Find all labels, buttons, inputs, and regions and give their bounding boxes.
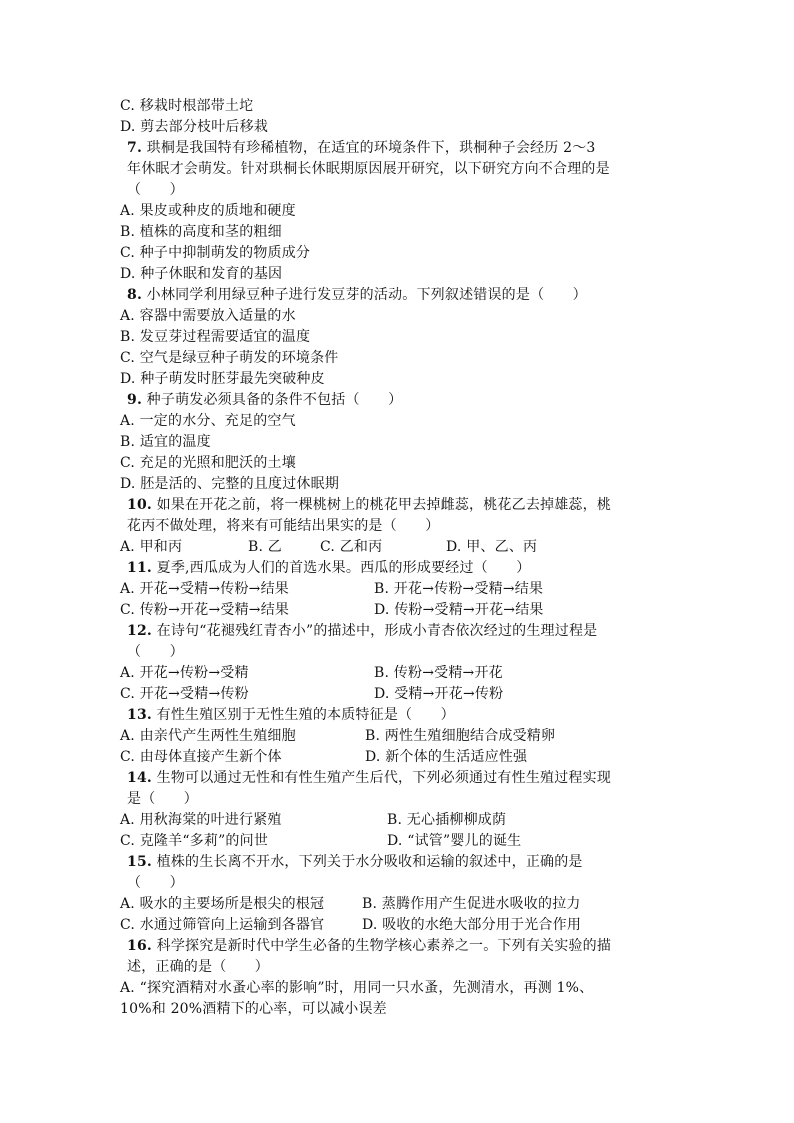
- q12-option-d: D. 受精→开花→传粉: [374, 686, 504, 702]
- q11-option-c: C. 传粉→开花→受精→结果: [120, 602, 290, 618]
- question-8: [127, 285, 687, 305]
- q10-option-b: B. 乙: [248, 539, 282, 555]
- q16-option-a: A. “探究酒精对水蚤心率的影响”时，用同一只水蚤，先测清水，再测 1%、: [120, 980, 594, 996]
- question-16-cont: 述，正确的是（ ）: [127, 959, 269, 975]
- q14-option-d: D. “试管”婴儿的诞生: [387, 833, 522, 849]
- answer-blank: （ ）: [127, 644, 184, 660]
- q12-options-row1: [120, 663, 680, 683]
- q12-option-b: B. 传粉→受精→开花: [374, 665, 503, 681]
- q11-options-row1: [120, 579, 680, 599]
- question-16: [127, 936, 687, 956]
- q7-option-c: C. 种子中抑制萌发的物质成分: [120, 245, 311, 261]
- q13-option-a: A. 由亲代产生两性生殖细胞: [120, 728, 296, 744]
- q11-option-a: A. 开花→受精→传粉→结果: [120, 581, 290, 597]
- q9-option-c: C. 充足的光照和肥沃的土壤: [120, 455, 296, 471]
- q8-option-a: A. 容器中需要放入适量的水: [120, 308, 296, 324]
- q7-option-a: A. 果皮或种皮的质地和硬度: [120, 203, 296, 219]
- question-14: [127, 768, 687, 788]
- q11-option-d: D. 传粉→受精→开花→结果: [374, 602, 544, 618]
- question-text: 珙桐是我国特有珍稀植物，在适宜的环境条件下，珙桐种子会经历 2～3: [146, 140, 596, 156]
- q8-option-b: B. 发豆芽过程需要适宜的温度: [120, 329, 311, 345]
- q14-option-c: C. 克隆羊“多莉”的问世: [120, 833, 269, 849]
- q10-option-a: A. 甲和丙: [120, 539, 183, 555]
- question-text: 植株的生长离不开水，下列关于水分吸收和运输的叙述中，正确的是: [156, 854, 583, 870]
- q12-option-a: A. 开花→传粉→受精: [120, 665, 249, 681]
- q14-option-b: B. 无心插柳柳成荫: [387, 812, 507, 828]
- q10-option-d: D. 甲、乙、丙: [446, 539, 538, 555]
- question-12: [127, 621, 687, 641]
- q13-option-b: B. 两性生殖细胞结合成受精卵: [365, 728, 556, 744]
- q14-options-row2: [120, 831, 680, 851]
- q8-option-c: C. 空气是绿豆种子萌发的环境条件: [120, 350, 339, 366]
- question-text: 生物可以通过无性和有性生殖产生后代，下列必须通过有性生殖过程实现: [156, 770, 612, 786]
- question-number: 16.: [127, 938, 152, 954]
- question-number: 11.: [127, 560, 152, 576]
- answer-blank: （ ）: [127, 182, 184, 198]
- question-10-cont: 花丙不做处理，将来有可能结出果实的是（ ）: [127, 518, 440, 534]
- q13-options-row2: [120, 747, 680, 767]
- answer-blank: （ ）: [127, 875, 184, 891]
- question-7: [127, 138, 687, 158]
- q6-option-c: C. 移栽时根部带土坨: [120, 98, 254, 114]
- q15-option-d: D. 吸收的水绝大部分用于光合作用: [362, 917, 582, 933]
- question-text: 夏季,西瓜成为人们的首选水果。西瓜的形成要经过（ ）: [156, 560, 531, 576]
- question-13: [127, 705, 687, 725]
- q16-option-a-cont: 10%和 20%酒精下的心率，可以减小误差: [120, 1001, 387, 1017]
- question-text: 在诗句“花褪残红青杏小”的描述中，形成小青杏依次经过的生理过程是: [156, 623, 598, 639]
- q12-options-row2: [120, 684, 680, 704]
- q13-options-row1: [120, 726, 680, 746]
- question-number: 15.: [127, 854, 152, 870]
- question-number: 10.: [127, 497, 152, 513]
- q9-option-a: A. 一定的水分、充足的空气: [120, 413, 296, 429]
- question-7-cont: 年休眠才会萌发。针对珙桐长休眠期原因展开研究，以下研究方向不合理的是: [127, 161, 610, 177]
- q7-option-b: B. 植株的高度和茎的粗细: [120, 224, 282, 240]
- question-9: [127, 390, 687, 410]
- q11-option-b: B. 开花→传粉→受精→结果: [374, 581, 544, 597]
- question-15: [127, 852, 687, 872]
- q10-options: [120, 537, 680, 557]
- q9-option-b: B. 适宜的温度: [120, 434, 211, 450]
- q15-option-b: B. 蒸腾作用产生促进水吸收的拉力: [362, 896, 581, 912]
- question-number: 8.: [127, 287, 143, 303]
- question-11: [127, 558, 687, 578]
- question-text: 小林同学利用绿豆种子进行发豆芽的活动。下列叙述错误的是（ ）: [146, 287, 587, 303]
- q15-option-c: C. 水通过筛管向上运输到各器官: [120, 917, 325, 933]
- q10-option-c: C. 乙和丙: [320, 539, 383, 555]
- q15-options-row1: [120, 894, 680, 914]
- q9-option-d: D. 胚是活的、完整的且度过休眠期: [120, 476, 340, 492]
- question-number: 12.: [127, 623, 152, 639]
- question-number: 9.: [127, 392, 143, 408]
- q8-option-d: D. 种子萌发时胚芽最先突破种皮: [120, 371, 325, 387]
- q13-option-d: D. 新个体的生活适应性强: [365, 749, 528, 765]
- question-text: 如果在开花之前，将一棵桃树上的桃花甲去掉雌蕊，桃花乙去掉雄蕊，桃: [156, 497, 612, 513]
- question-text: 有性生殖区别于无性生殖的本质特征是（ ）: [156, 707, 455, 723]
- q14-option-a: A. 用秋海棠的叶进行紧殖: [120, 812, 282, 828]
- question-number: 14.: [127, 770, 152, 786]
- question-14-cont: 是（ ）: [127, 791, 198, 807]
- q15-option-a: A. 吸水的主要场所是根尖的根冠: [120, 896, 325, 912]
- q11-options-row2: [120, 600, 680, 620]
- question-text: 种子萌发必须具备的条件不包括（ ）: [146, 392, 403, 408]
- q6-option-d: D. 剪去部分枝叶后移栽: [120, 119, 269, 135]
- question-10: [127, 495, 687, 515]
- q15-options-row2: [120, 915, 680, 935]
- question-number: 13.: [127, 707, 152, 723]
- q7-option-d: D. 种子休眠和发育的基因: [120, 266, 283, 282]
- question-number: 7.: [127, 140, 143, 156]
- q14-options-row1: [120, 810, 680, 830]
- q13-option-c: C. 由母体直接产生新个体: [120, 749, 282, 765]
- q12-option-c: C. 开花→受精→传粉: [120, 686, 249, 702]
- question-text: 科学探究是新时代中学生必备的生物学核心素养之一。下列有关实验的描: [156, 938, 612, 954]
